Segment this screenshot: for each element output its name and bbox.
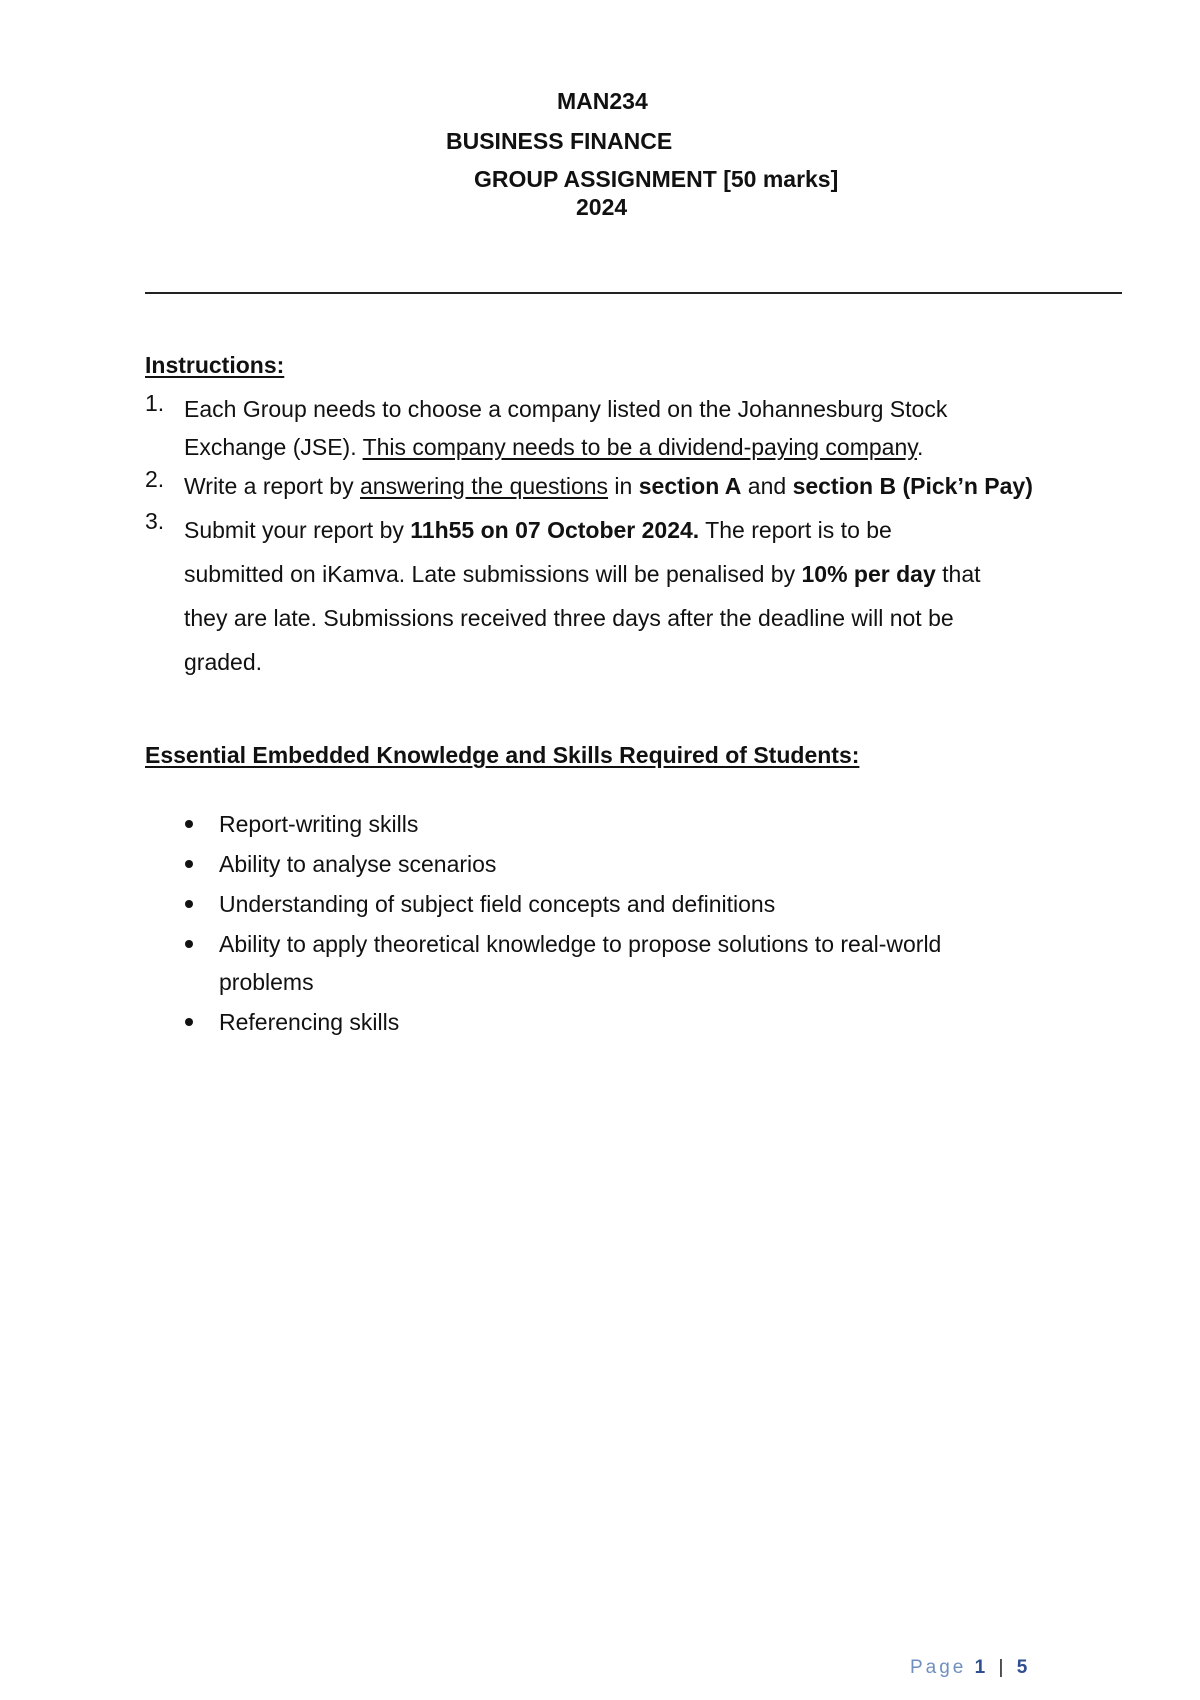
horizontal-divider <box>145 292 1122 294</box>
section-a-text: section A <box>638 473 742 499</box>
instruction-text-line <box>184 428 1105 466</box>
skill-item <box>185 845 1085 883</box>
instruction-text: Write a report by <box>184 473 360 499</box>
skill-text: Ability to apply theoretical knowledge to propose solutions to real-world <box>219 931 942 957</box>
page-label: Page <box>910 1657 967 1678</box>
bullet-icon <box>185 940 193 948</box>
page-footer <box>910 1657 1030 1679</box>
instruction-item-1 <box>145 390 1105 466</box>
page-number: 1 <box>974 1657 989 1678</box>
instruction-number: 1. <box>145 390 165 416</box>
deadline-text: 11h55 on 07 October 2024. <box>410 517 700 543</box>
instruction-text-line <box>184 552 1105 596</box>
instruction-item-2 <box>145 466 1105 506</box>
instruction-text-line <box>184 508 1105 552</box>
instruction-text: that <box>935 561 981 587</box>
instruction-text-line: graded. <box>184 649 263 675</box>
page-separator: | <box>998 1657 1007 1678</box>
penalty-rate-text: 10% per day <box>801 561 936 587</box>
instruction-text: Exchange (JSE). <box>184 434 363 460</box>
instruction-text: The report is to be <box>699 517 892 543</box>
bullet-icon <box>185 900 193 908</box>
instruction-item-3 <box>145 508 1105 684</box>
assignment-year: 2024 <box>576 194 628 220</box>
assignment-title: GROUP ASSIGNMENT [50 marks] <box>474 166 839 192</box>
skills-list <box>185 805 1085 1043</box>
bullet-icon <box>185 820 193 828</box>
instructions-list <box>145 390 1105 684</box>
skill-text: Report-writing skills <box>219 811 419 837</box>
instruction-text: and <box>741 473 793 499</box>
section-b-text: section B (Pick’n Pay) <box>792 473 1033 499</box>
instruction-text: submitted on iKamva. Late submissions will be penalised by <box>184 561 802 587</box>
instruction-text: in <box>608 473 639 499</box>
instruction-text: . <box>917 434 924 460</box>
bullet-icon <box>185 860 193 868</box>
skill-item <box>185 885 1085 923</box>
instruction-text-line <box>184 466 1105 506</box>
instruction-number: 3. <box>145 508 165 534</box>
instructions-heading: Instructions: <box>145 352 285 378</box>
total-pages: 5 <box>1016 1657 1031 1678</box>
skill-text: Understanding of subject field concepts and definitions <box>219 891 776 917</box>
answering-questions-text: answering the questions <box>359 473 609 499</box>
dividend-requirement-text: This company needs to be a dividend-paying company <box>362 434 918 460</box>
instruction-text-line: they are late. Submissions received three days after the deadline will not be <box>184 605 954 631</box>
instruction-number: 2. <box>145 466 165 492</box>
skills-heading: Essential Embedded Knowledge and Skills Required of Students: <box>145 742 860 768</box>
skill-text: Ability to analyse scenarios <box>219 851 497 877</box>
course-code: MAN234 <box>557 88 648 114</box>
skill-item <box>185 1003 1085 1041</box>
skill-text: Referencing skills <box>219 1009 400 1035</box>
course-name: BUSINESS FINANCE <box>446 128 673 154</box>
bullet-icon <box>185 1018 193 1026</box>
instruction-text-line: Each Group needs to choose a company listed on the Johannesburg Stock <box>184 396 948 422</box>
skill-item <box>185 805 1085 843</box>
skill-item <box>185 925 1085 1001</box>
instruction-text: Submit your report by <box>184 517 411 543</box>
skill-text: problems <box>219 969 314 995</box>
